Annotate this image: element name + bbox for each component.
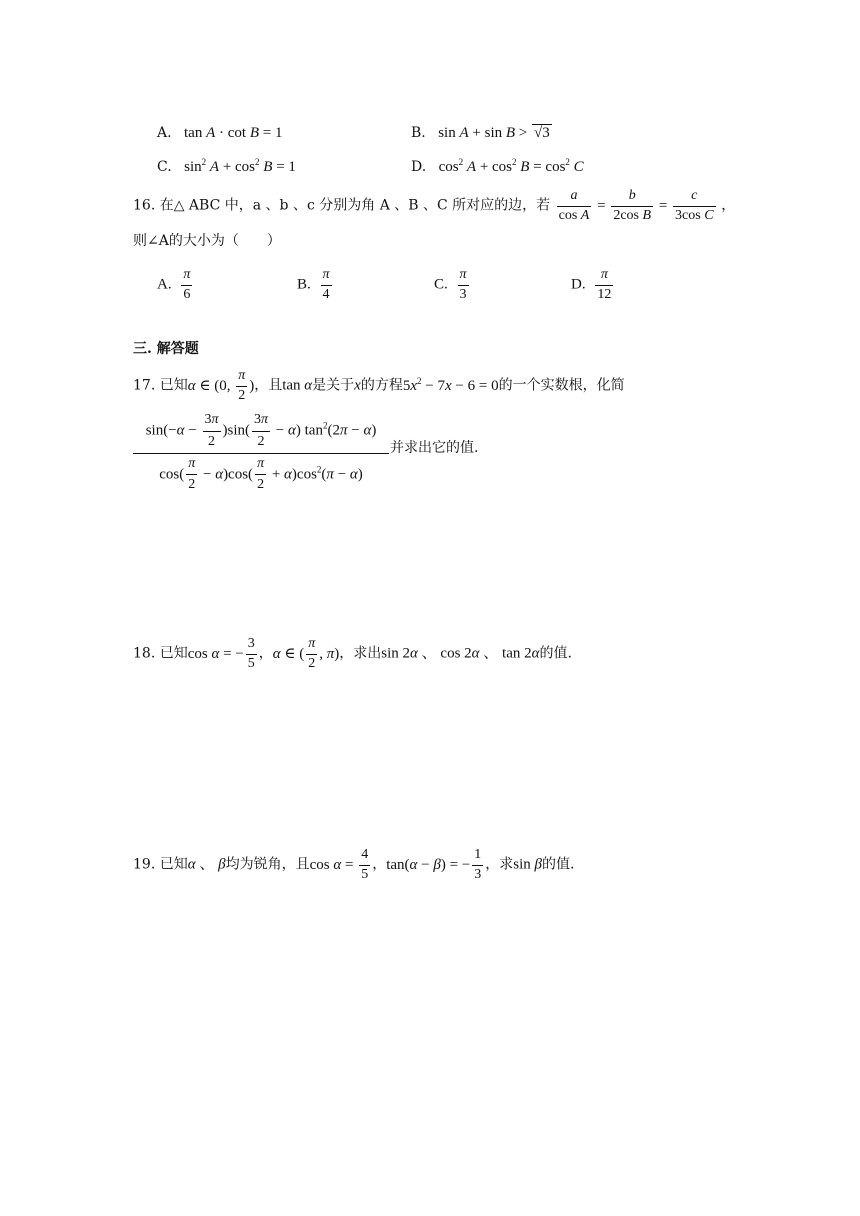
question-number: 19. [133, 856, 156, 873]
q18-range: α ∈ ( $\frac{\pi}{2}$ , π) [272, 636, 340, 671]
q16-option-b: B. $\frac{\pi}{4}$ [297, 267, 330, 302]
q18-cos: cos α = − $\frac{3}{5}$ [187, 636, 255, 671]
section-title: 三. 解答题 [133, 341, 199, 357]
q18-line: 18. 已知cos α = − $\frac{3}{5}$ ，α ∈ ( $\frac{\pi}{2}$ , π)，求出sin 2α 、 cos 2α 、 tan 2α的值. [133, 636, 572, 671]
option-expr: $\cos^2 A + \cos^2 B = \cos^2 C$ [438, 157, 584, 175]
option-expr: $\sin^2 A + \cos^2 B = 1$ [184, 157, 296, 175]
q19-vars: α 、 β [187, 856, 226, 873]
q15-option-c [157, 157, 296, 176]
option-label: B. [411, 125, 426, 141]
question-number: 18. [133, 645, 156, 662]
q16-option-d: D. $\frac{\pi}{12}$ [571, 267, 612, 302]
q16-option-c: C. $\frac{\pi}{3}$ [434, 267, 467, 302]
q17-tail: 并求出它的值. [390, 440, 479, 456]
q19-line: 19. 已知α 、 β均为锐角，且cos α = $\frac{4}{5}$ ，tan(α − β) = − $\frac{1}{3}$ ，求sin β的值. [133, 847, 575, 882]
question-number: 17. [133, 377, 156, 394]
option-label: D. [411, 159, 427, 175]
q15-option-b [411, 124, 552, 142]
q17-line1: 17. 已知α ∈ (0, $\frac{\pi}{2}$ )，且tan α是关于x的方程$5x^2 - 7x - 6 = 0$的一个实数根，化简 [133, 368, 625, 403]
q16-option-a: A. $\frac{\pi}{6}$ [157, 267, 191, 302]
option-expr: tan A · cot B = 1 [184, 125, 283, 141]
q19-target: sin β [513, 856, 543, 873]
option-label: A. [157, 125, 172, 141]
q16-line1: 16. 在△ ABC 中，a 、b 、c 分别为角 A 、B 、C 所对应的边，若 $\frac{a}{\text{cos A}}$ = $\frac{b}{\text{2cos B}}$ = $\frac{c}{\text{3cos C}}$ ， [133, 188, 736, 223]
q17-tan: tan α [282, 377, 313, 394]
q18-targets: sin 2α 、 cos 2α 、 tan 2α [381, 645, 540, 662]
option-label: C. [157, 159, 172, 175]
q16-line2: 则∠A的大小为（ ） [133, 233, 281, 249]
q15-option-d [411, 157, 584, 176]
q17-equation: $5x^2 - 7x - 6 = 0$ [402, 375, 499, 394]
q16-text: 在△ ABC 中，a 、b 、c 分别为角 A 、B 、C 所对应的边，若 [159, 197, 551, 214]
q17-expression: sin(−α − $\frac{3\pi}{2}$ )sin( $\frac{3\pi}{2}$ − α) $\tan^2(2\pi - \alpha)$ cos( $\frac{\pi}{2}$ − α)cos( $\frac{\pi}{2}$ + $\alpha)\cos^2(\pi - \alpha)$ [133, 412, 389, 494]
q19-tan: tan(α − β) = − $\frac{1}{3}$ [386, 847, 482, 882]
q15-option-a [157, 124, 282, 142]
question-number: 16. [133, 197, 156, 214]
q17-condition: α ∈ (0, $\frac{\pi}{2}$ ) [187, 368, 255, 403]
option-expr: sin A + sin B > √3 [438, 125, 550, 141]
q19-cos: cos α = $\frac{4}{5}$ [309, 847, 369, 882]
q16-ratio: $\frac{a}{\text{cos A}}$ = $\frac{b}{\text{2cos B}}$ = $\frac{c}{\text{3cos C}}$ [558, 188, 714, 223]
